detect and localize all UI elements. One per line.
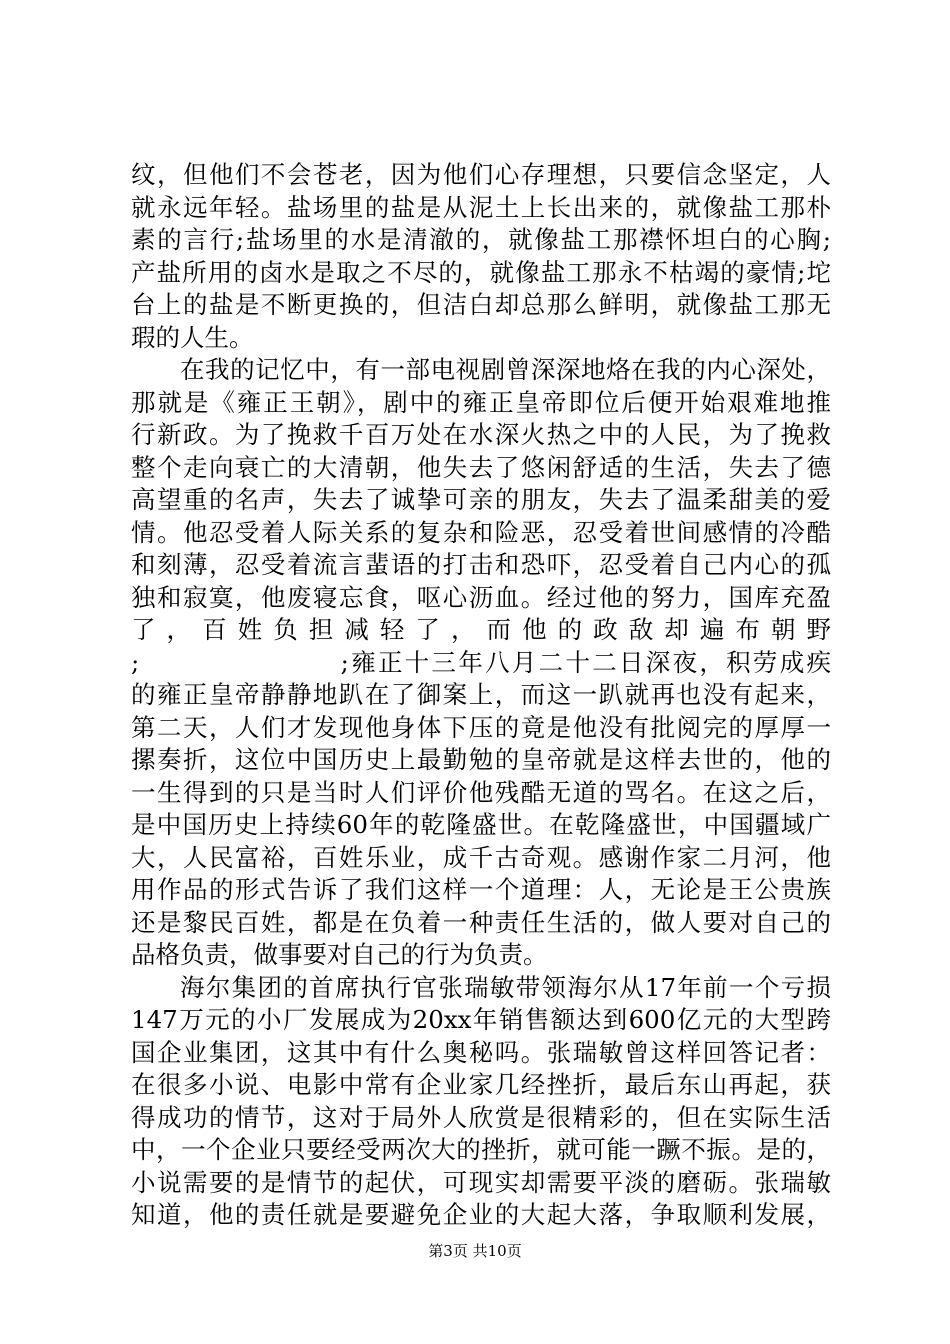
text-line: 产盐所用的卤水是取之不尽的，就像盐工那永不枯竭的豪情;坨: [131, 257, 831, 287]
text-line: 大，人民富裕，百姓乐业，成千古奇观。感谢作家二月河，他: [131, 842, 831, 872]
text-line: 高望重的名声，失去了诚挚可亲的朋友，失去了温柔甜美的爱: [131, 485, 831, 514]
text-line: ; ;雍正十三年八月二十二日深夜，积劳成疾: [131, 647, 831, 677]
text-line: 还是黎民百姓，都是在负着一种责任生活的，做人要对自己的: [131, 907, 831, 937]
text-line: 纹，但他们不会苍老，因为他们心存理想，只要信念坚定，人: [131, 160, 831, 189]
text-line: 用作品的形式告诉了我们这样一个道理：人，无论是王公贵族: [131, 875, 831, 904]
text-line: 知道，他的责任就是要避免企业的大起大落，争取顺利发展，: [131, 1200, 831, 1229]
text-line: 第二天，人们才发现他身体下压的竟是他没有批阅完的厚厚一: [131, 712, 831, 742]
text-line: 一生得到的只是当时人们评价他残酷无道的骂名。在这之后，: [131, 777, 831, 807]
text-line: 了，百姓负担减轻了，而他的政敌却遍布朝野: [131, 615, 831, 644]
text-line: 得成功的情节，这对于局外人欣赏是很精彩的，但在实际生活: [131, 1102, 831, 1132]
text-line: 中，一个企业只要经受两次大的挫折，就可能一蹶不振。是的，: [131, 1135, 831, 1164]
text-line: 就永远年轻。盐场里的盐是从泥土上长出来的，就像盐工那朴: [131, 192, 831, 222]
body-text: [131, 159, 831, 1232]
text-line: 素的言行;盐场里的水是清澈的，就像盐工那襟怀坦白的心胸;: [131, 225, 831, 254]
text-line: 国企业集团，这其中有什么奥秘吗。张瑞敏曾这样回答记者：: [131, 1037, 831, 1067]
text-line: 行新政。为了挽救千百万处在水深火热之中的人民，为了挽救: [131, 420, 831, 449]
text-line: 品格负责，做事要对自己的行为负责。: [131, 940, 548, 969]
text-line: 在很多小说、电影中常有企业家几经挫折，最后东山再起，获: [131, 1070, 831, 1099]
text-line: 台上的盐是不断更换的，但洁白却总那么鲜明，就像盐工那无: [131, 290, 831, 319]
text-line: 是中国历史上持续60年的乾隆盛世。在乾隆盛世，中国疆域广: [131, 810, 831, 839]
text-line: 瑕的人生。: [131, 322, 254, 352]
text-line: 小说需要的是情节的起伏，可现实却需要平淡的磨砺。张瑞敏: [131, 1167, 831, 1197]
text-line: 整个走向衰亡的大清朝，他失去了悠闲舒适的生活，失去了德: [131, 452, 831, 482]
text-line: 独和寂寞，他废寝忘食，呕心沥血。经过他的努力，国库充盈: [131, 582, 831, 612]
text-line: 情。他忍受着人际关系的复杂和险恶，忍受着世间感情的冷酷: [131, 517, 831, 547]
text-line: 海尔集团的首席执行官张瑞敏带领海尔从17年前一个亏损: [180, 972, 831, 1002]
text-line: 在我的记忆中，有一部电视剧曾深深地烙在我的内心深处，: [180, 355, 831, 384]
text-line: 那就是《雍正王朝》，剧中的雍正皇帝即位后便开始艰难地推: [131, 387, 831, 417]
text-line: 摞奏折，这位中国历史上最勤勉的皇帝就是这样去世的，他的: [131, 745, 831, 774]
text-line: 147万元的小厂发展成为20xx年销售额达到600亿元的大型跨: [131, 1005, 831, 1034]
page-number-footer: 第3页 共10页: [428, 1242, 522, 1260]
text-line: 和刻薄，忍受着流言蜚语的打击和恐吓，忍受着自己内心的孤: [131, 550, 831, 579]
text-line: 的雍正皇帝静静地趴在了御案上，而这一趴就再也没有起来，: [131, 680, 831, 709]
